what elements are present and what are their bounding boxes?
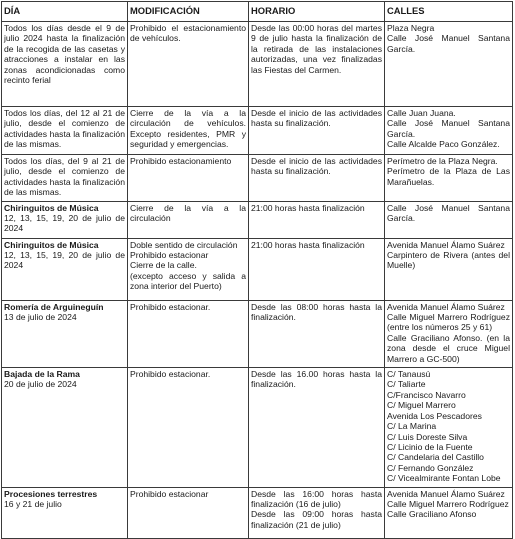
header-dia: DÍA xyxy=(2,2,128,22)
cell-horario: Desde las 00:00 horas del martes 9 de julio hasta la finalización de la retirada de las instalaciones autorizadas, una vez finalizadas las Fiestas del Carmen. xyxy=(249,22,385,107)
modification-line: Prohibido estacionar. xyxy=(130,301,211,312)
event-title: Procesiones terrestres xyxy=(4,488,98,499)
modification-line: Prohibido estacionar xyxy=(130,250,209,261)
modification-line: Cierre de la vía a la circulación de vehículos. Excepto residentes, PMR y seguridad y emergencias. xyxy=(130,108,246,150)
event-dates: 12, 13, 15, 19, 20 de julio de 2024 xyxy=(4,213,125,234)
cell-dia xyxy=(2,238,128,300)
event-dates: Todos los días, del 12 al 21 de julio, desde el comienzo de actividades hasta la finalización de las mismas. xyxy=(4,108,125,150)
cell-calles xyxy=(385,107,513,155)
cell-modificacion xyxy=(128,368,249,487)
header-calles: CALLES xyxy=(385,2,513,22)
cell-modificacion xyxy=(128,155,249,202)
cell-calles xyxy=(385,487,513,538)
cell-calles xyxy=(385,238,513,300)
street-line: Calle Miguel Marrero Rodríguez (entre los números 25 y 61) xyxy=(387,312,510,333)
street-line: Avenida Manuel Álamo Suárez xyxy=(387,239,505,250)
street-line: Calle Juan Juana. xyxy=(387,108,456,118)
street-line: Calle José Manuel Santana García. xyxy=(387,118,510,139)
cell-modificacion xyxy=(128,300,249,367)
cell-modificacion xyxy=(128,487,249,538)
table-row xyxy=(2,107,513,155)
event-dates: 16 y 21 de julio xyxy=(4,498,62,509)
event-dates: Todos los días desde el 9 de julio 2024 hasta la finalización de la recogida de las casetas y atracciones a instalar en las zonas acondicionadas como recinto ferial xyxy=(4,23,125,86)
cell-modificacion xyxy=(128,22,249,107)
street-line: C/ La Marina xyxy=(387,421,437,432)
table-row xyxy=(2,238,513,300)
street-line: C/ Taliarte xyxy=(387,379,426,390)
cell-modificacion xyxy=(128,107,249,155)
header-modificacion: MODIFICACIÓN xyxy=(128,2,249,22)
street-line: C/ Vicealmirante Fontan Lobe xyxy=(387,473,501,484)
modification-line: Prohibido el estacionamiento de vehículos. xyxy=(130,23,246,44)
cell-horario: Desde el inicio de las actividades hasta su finalización. xyxy=(249,155,385,202)
street-line: Plaza Negra xyxy=(387,23,435,33)
cell-dia xyxy=(2,300,128,367)
cell-calles xyxy=(385,300,513,367)
table-row xyxy=(2,22,513,107)
street-line: Calle Graciliano Afonso. (en la zona desde el cruce Miguel Marrero a GC-500) xyxy=(387,332,510,364)
event-title: Romería de Arguineguín xyxy=(4,301,104,312)
modification-line: Cierre de la calle. xyxy=(130,260,197,271)
modification-line: Prohibido estacionamiento xyxy=(130,156,232,166)
street-line: C/ Tanausú xyxy=(387,369,431,380)
cell-calles xyxy=(385,22,513,107)
table-row xyxy=(2,368,513,487)
table-row xyxy=(2,201,513,238)
street-line: Avenida Los Pescadores xyxy=(387,410,482,421)
cell-horario: 21:00 horas hasta finalización xyxy=(249,201,385,238)
cell-calles xyxy=(385,155,513,202)
street-line: Calle Miguel Marrero Rodríguez xyxy=(387,498,509,509)
event-dates: Todos los días, del 9 al 21 de julio, desde el comienzo de actividades hasta la finalización de las mismas. xyxy=(4,156,125,198)
cell-calles xyxy=(385,368,513,487)
street-line: Calle José Manuel Santana García. xyxy=(387,33,510,54)
street-line: C/ Miguel Marrero xyxy=(387,400,456,411)
cell-dia xyxy=(2,368,128,487)
street-line: C/Francisco Navarro xyxy=(387,389,466,400)
street-line: Calle Graciliano Afonso xyxy=(387,509,477,520)
cell-dia xyxy=(2,487,128,538)
cell-calles xyxy=(385,201,513,238)
cell-horario: Desde las 08:00 horas hasta la finalización. xyxy=(249,300,385,367)
street-line: C/ Licinio de la Fuente xyxy=(387,441,473,452)
event-dates: 12, 13, 15, 19, 20 de julio de 2024 xyxy=(4,250,125,271)
event-dates: 13 de julio de 2024 xyxy=(4,312,77,323)
cell-dia xyxy=(2,22,128,107)
street-line: Avenida Manuel Álamo Suárez xyxy=(387,488,505,499)
street-line: C/ Fernando González xyxy=(387,462,474,473)
street-line: Perímetro de la Plaza Negra. xyxy=(387,156,498,166)
cell-modificacion xyxy=(128,201,249,238)
traffic-table xyxy=(1,1,513,539)
cell-dia xyxy=(2,201,128,238)
header-row xyxy=(2,2,513,22)
street-line: Calle Alcalde Paco González. xyxy=(387,139,500,150)
street-line: C/ Candelaria del Castillo xyxy=(387,452,484,463)
modification-line: Prohibido estacionar xyxy=(130,488,209,499)
table-row xyxy=(2,155,513,202)
table-row xyxy=(2,300,513,367)
street-line: C/ Luis Doreste Silva xyxy=(387,431,468,442)
modification-line: Doble sentido de circulación xyxy=(130,239,238,250)
modification-line: Prohibido estacionar. xyxy=(130,369,211,380)
cell-horario: 21:00 horas hasta finalización xyxy=(249,238,385,300)
event-title: Chiringuitos de Música xyxy=(4,239,99,250)
cell-horario: Desde las 16:00 horas hasta finalización (16 de julio) Desde las 09:00 horas hasta finalización (21 de julio) xyxy=(249,487,385,538)
cell-horario: Desde el inicio de las actividades hasta su finalización. xyxy=(249,107,385,155)
cell-dia xyxy=(2,107,128,155)
event-title: Chiringuitos de Música xyxy=(4,202,99,213)
header-horario: HORARIO xyxy=(249,2,385,22)
table-row xyxy=(2,487,513,538)
cell-modificacion xyxy=(128,238,249,300)
street-line: Perímetro de la Plaza de Las Marañuelas. xyxy=(387,166,510,187)
event-dates: 20 de julio de 2024 xyxy=(4,379,77,390)
modification-line: (excepto acceso y salida a zona interior del Puerto) xyxy=(130,270,246,292)
street-line: Carpintero de Rivera (antes del Muelle) xyxy=(387,250,510,271)
cell-dia xyxy=(2,155,128,202)
modification-line: Cierre de la vía a la circulación xyxy=(130,202,246,224)
event-title: Bajada de la Rama xyxy=(4,369,80,380)
street-line: Avenida Manuel Álamo Suárez xyxy=(387,301,505,312)
street-line: Calle José Manuel Santana García. xyxy=(387,202,510,224)
cell-horario: Desde las 16.00 horas hasta la finalización. xyxy=(249,368,385,487)
